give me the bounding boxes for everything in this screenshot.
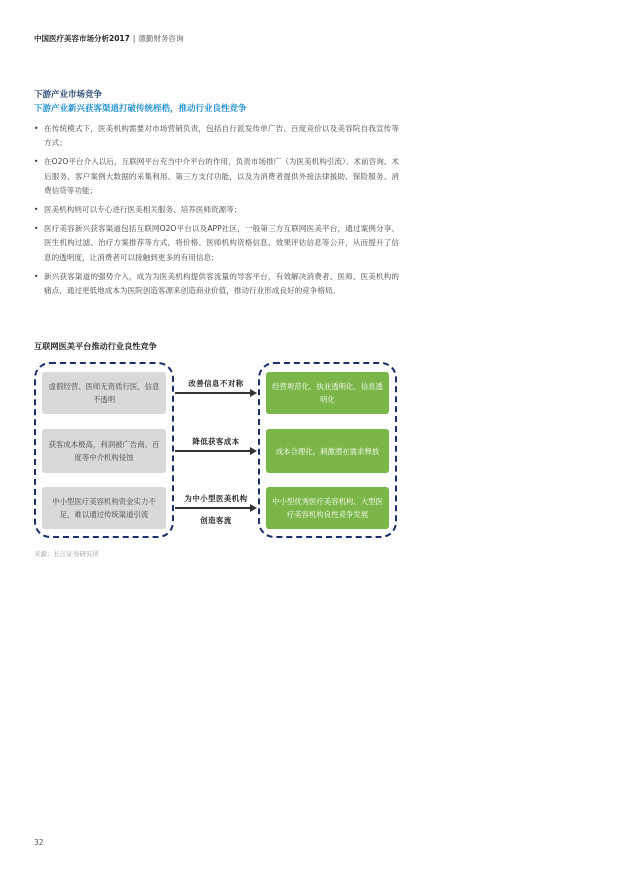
action-label: 创造客流 (200, 516, 232, 525)
problem-box: 中小型医疗美容机构资金实力不足，难以通过传统渠道引流 (42, 487, 166, 529)
report-title: 中国医疗美容市场分析2017 (34, 34, 130, 43)
problem-box: 获客成本极高，利润被广告商、百度等中介机构侵蚀 (42, 429, 166, 473)
bullet-item: • 在传统模式下，医美机构需要对市场营销负责，包括自行派发传单广告、百度竞价以及美容院自我宣传等方式； (34, 122, 399, 150)
outcome-box: 经营规范化、执业透明化、信息透明化 (266, 372, 389, 414)
page-number: 32 (34, 838, 44, 847)
bullet-item: • 在O2O平台介入以后，互联网平台充当中介平台的作用，负责市场推广（为医美机构引流）、术前咨询、术后服务、客户案例大数据的采集利用、第三方支付功能，以及为消费者提供外接法律援助、保险服务、消费信贷等功能； (34, 155, 399, 198)
action-label: 改善信息不对称 (188, 379, 244, 388)
section-subtitle: 下游产业新兴获客渠道打破传统桎梏，推动行业良性竞争 (34, 104, 247, 114)
outcome-box: 成本合理化，刺激潜在需求释放 (266, 429, 389, 473)
outcome-box: 中小型优秀医疗美容机构、大型医疗美容机构良性竞争发展 (266, 487, 389, 529)
section-title: 下游产业市场竞争 (34, 90, 103, 100)
right-arrow-icon (175, 504, 257, 512)
action-label: 降低获客成本 (192, 437, 240, 446)
bullet-item: • 新兴获客渠道的强势介入，成为为医美机构提供客流量的导客平台，有效解决消费者、医师、医美机构的痛点，通过更低地成本为医院创造客源来创造商业价值，推动行业形成良好的竞争格局。 (34, 270, 399, 298)
page-header (34, 33, 183, 44)
right-arrow-icon (175, 389, 257, 397)
right-arrow-icon (175, 447, 257, 455)
organization-name: 德勤财务咨询 (138, 34, 184, 43)
problem-box: 虚假经营、医师无资质行医、信息不透明 (42, 372, 166, 414)
figure-title: 互联网医美平台推动行业良性竞争 (34, 341, 157, 351)
bullet-list (34, 122, 399, 303)
source-note: 来源：长江证券研究所 (34, 550, 99, 558)
bullet-item: • 医美机构则可以专心进行医美相关服务、培养医师资源等； (34, 203, 399, 217)
action-label: 为中小型医美机构 (184, 494, 248, 503)
bullet-item: • 医疗美容新兴获客渠道包括互联网O2O平台以及APP社区，一般第三方互联网医美平台，通过案例分享、医生机构过滤、治疗方案推荐等方式，将价格、医师机构资格信息、效果评估信息等公开，从而提升了信息的透明度，让消费者可以接触到更多的有用信息； (34, 222, 399, 265)
header-separator: | (132, 34, 136, 43)
